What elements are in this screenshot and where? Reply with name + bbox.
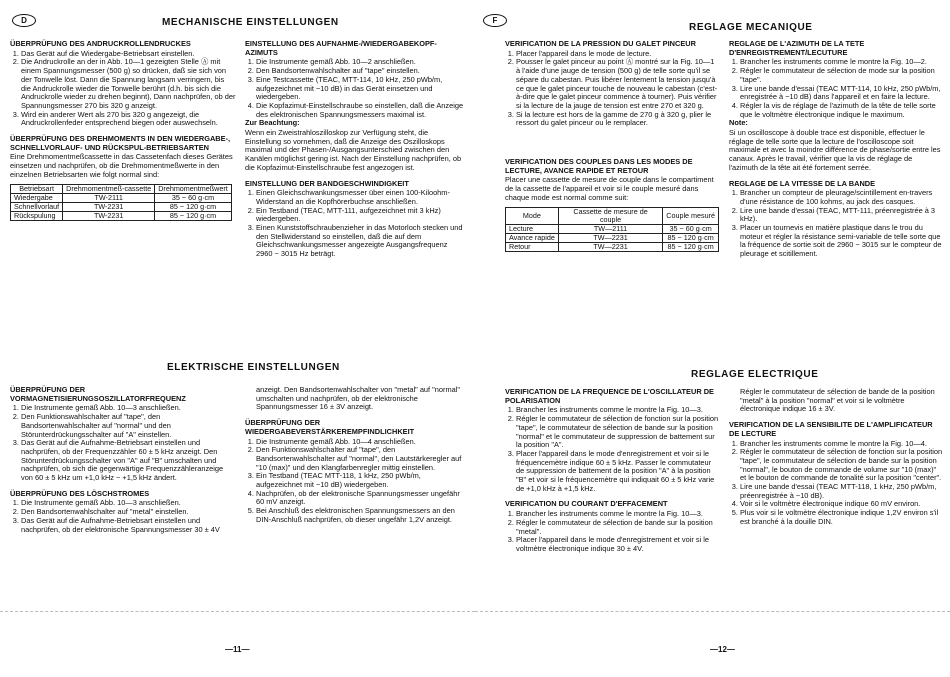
bias-oscillator-heading: VERIFICATION DE LA FREQUENCE DE L'OSCILLATEUR DE POLARISATION [505, 387, 714, 405]
list-item: 3. Placer l'appareil dans le mode d'enregistrement et voir si le fréquencemètre indique 60 ± 5 kHz. Passer le commutateur de suppression de battement de la position "A" à la position "B" et voir si le fréquencemètre qui indiquait 60 ± 5 kHz varie de +1,0 kHz à +1,5 kHz. [516, 450, 719, 494]
list-item: 2. Den Funktionswahlschalter auf "tape", den Bandsortenwahlschalter auf "normal", den Lautstärkeregler auf "10 (max)" und den Klangfarbenregler mittig einstellen. [256, 446, 465, 472]
continued-text: Régler le commutateur de sélection de bande de la position "metal" à la position "normal" et voir si le voltmètre électronique indique 16 ± 3V. [740, 387, 935, 414]
elec-column-2 [729, 388, 943, 527]
list-item: 3. Wird ein anderer Wert als 270 bis 320 g angezeigt, die Andruckrollenfeder entsprechend biegen oder auswechseln. [21, 111, 236, 128]
list-item: 2. Den Bandsortenwahlschalter auf "tape" einstellen. [256, 67, 465, 76]
table-cell: TW—2111 [558, 224, 662, 233]
electrical-section-title: ELEKTRISCHE EINSTELLUNGEN [167, 362, 340, 373]
list-item: 2. Régler le commutateur de sélection de fonction sur la position "tape", le commutateur de sélection de bande sur la position "normal" et le commutateur de suppression de battement sur la position "A". [516, 415, 719, 450]
list-item: 1. Brancher les instruments comme le montre la Fig. 10—3. [516, 406, 719, 415]
mech-column-2 [245, 40, 465, 259]
list-item: 5. Bei Anschluß des elektronischen Spannungsmessers an den DIN-Anschluß nachprüfen, ob dieser ungefähr 1,2V anzeigt. [256, 507, 465, 524]
page-right [475, 0, 950, 677]
list-item: 2. Pousser le galet pinceur au point Ⓐ montré sur la Fig. 10—1 à l'aide d'une jauge de tension (500 g) de telle sorte qu'il se sépare du cabestan. Puis libérer lentement la tension jusqu'à ce que le galet pinceur touche de nouveau le cabestan (c'est-à-dire que le galet pinceur commence à tourner). Puis vérifier si la lecture de la jauge de tension est entre 270 et 320 g. [516, 58, 719, 110]
divider [0, 611, 475, 612]
list-item: 1. Brancher un compteur de pleurage/scintillement en-travers d'une résistance de 100 kohms, au jack des casques. [740, 189, 943, 206]
table-cell: 85 ~ 120 g·cm [663, 233, 719, 242]
list-item: 1. Die Instrumente gemäß Abb. 10—3 anschließen. [21, 499, 236, 508]
list-item: 2. Régler le commutateur de sélection de fonction sur la position "tape", le commutateur de sélection de bande sur la position "normal", le bouton de commande de volume sur "10 (max)" et le bouton de commande de tonalité sur la position "center". [740, 448, 943, 483]
list-item: 3. Si la lecture est hors de la gamme de 270 g à 320 g, plier le ressort du galet pinceur ou le remplacer. [516, 111, 719, 128]
playback-sensitivity-steps [245, 438, 465, 525]
list-item: 1. Das Gerät auf die Wiedergabe-Betriebsart einstellen. [21, 50, 236, 59]
list-item: 1. Placer l'appareil dans le mode de lecture. [516, 50, 719, 59]
table-cell: TW-2231 [63, 211, 155, 220]
list-item: 4. Nachprüfen, ob der elektronische Spannungsmesser ungefähr 60 mV anzeigt. [256, 490, 465, 507]
list-item: 2. Ein Testband (TEAC, MTT-111, aufgezeichnet mit 3 kHz) wiedergeben. [256, 207, 465, 224]
list-item: 1. Brancher les instruments comme le montre la Fig. 10—3. [516, 510, 719, 519]
list-item: 1. Brancher les instruments comme le montre la Fig. 10—4. [740, 440, 943, 449]
list-item: 1. Einen Gleichschwankungsmesser über einen 100-Kiloohm-Widerstand an die Kopfhörerbuchse anschließen. [256, 189, 465, 206]
list-item: 3. Das Gerät auf die Aufnahme-Betriebsart einstellen und nachprüfen, ob der elektronische Spannungsmesser 30 ± 4V [21, 517, 236, 534]
mech-column-2 [729, 40, 943, 259]
continued-text: anzeigt. Den Bandsortenwahlschalter von "metal" auf "normal" umschalten und nachprüfen, ob der elektronische Spannungsmesser 16 ± 3V anzeigt. [256, 385, 460, 412]
language-badge-fr: F [483, 14, 507, 27]
list-item: 3. Lire une bande d'essai (TEAC MTT-118, 1 kHz, 250 pWb/m, préenregistrée à −10 dB). [740, 483, 943, 500]
elec-column-1 [505, 388, 719, 554]
table-cell: TW—2231 [558, 242, 662, 251]
list-item: 1. Brancher les instruments comme le montre la Fig. 10—2. [740, 58, 943, 67]
pinch-roller-steps [10, 50, 236, 128]
list-item: 3. Lire une bande d'essai (TEAC MTT-114, 10 kHz, 250 pWb/m, enregistrée à −10 dB) dans l'appareil et en faire la lecture. [740, 85, 943, 102]
table-cell: Wiedergabe [11, 193, 63, 202]
tape-speed-heading: REGLAGE DE LA VITESSE DE LA BANDE [729, 178, 876, 188]
note-text: Si un oscilloscope à double trace est disponible, effectuer le réglage de telle sorte que la lecture de l'oscilloscope soit maximale et avec la moindre différence de phase/sortie entre les canaux. Après le travail, vérifier que la vis de réglage de l'azimuth de la tête ait été fortement serrée. [729, 128, 941, 172]
elec-column-1 [10, 386, 236, 534]
list-item: 4. Régler la vis de réglage de l'azimuth de la tête de telle sorte que le voltmètre électronique indique le maximum. [740, 102, 943, 119]
erase-current-steps [10, 499, 236, 534]
mechanical-section-title: REGLAGE MECANIQUE [689, 22, 813, 33]
mechanical-section-title: MECHANISCHE EINSTELLUNGEN [162, 17, 339, 28]
list-item: 3. Placer l'appareil dans le mode d'enregistrement et voir si le voltmètre électronique indique 30 ± 4V. [516, 536, 719, 553]
list-item: 2. Régler le commutateur de sélection de mode sur la position "tape". [740, 67, 943, 84]
tape-speed-heading: EINSTELLUNG DER BANDGESCHWINDIGKEIT [245, 178, 409, 188]
azimuth-heading: EINSTELLUNG DES AUFNAHME-/WIEDERGABEKOPF-AZIMUTS [245, 39, 437, 57]
table-header: Mode [506, 207, 559, 224]
table-cell: TW-2231 [63, 202, 155, 211]
table-cell: 85 ~ 120 g·cm [155, 211, 232, 220]
list-item: 3. Das Gerät auf die Aufnahme-Betriebsart einstellen und nachprüfen, ob der Frequenzzähler 60 ± 5 kHz anzeigt. Den Störunterdrückungsschalter von "A" auf "B" umschalten und nachprüfen, ob sich die gegenwärtige Frequenzzähleranzeige von 60 ± 5 kHz um +1,0 kHz ~ +1,5 kHz ändert. [21, 439, 236, 483]
torque-heading: ÜBERPRÜFUNG DES DREHMOMENTS IN DEN WIEDERGABE-, SCHNELLVORLAUF- UND RÜCKSPUL-BETRIEBSARTEN [10, 134, 231, 152]
table-cell: Lecture [506, 224, 559, 233]
list-item: 3. Ein Testband (TEAC MTT-118, 1 kHz, 250 pWb/m, aufgezeichnet mit −10 dB) wiedergeben. [256, 472, 465, 489]
table-row [11, 193, 232, 202]
table-header: Cassette de mesure de couple [558, 207, 662, 224]
elec-column-2 [245, 386, 465, 525]
list-item: 3. Placer un tournevis en matière plastique dans le trou du moteur et régler la résistance semi-variable de telle sorte que la fréquence de sortie soit de 2960 ~ 3015 sur le compteur de pleurage et scitillement. [740, 224, 943, 259]
table-header-row [506, 207, 719, 224]
table-row [506, 242, 719, 251]
torque-heading: VERIFICATION DES COUPLES DANS LES MODES DE LECTURE, AVANCE RAPIDE ET RETOUR [505, 157, 693, 175]
list-item: 1. Die Instrumente gemäß Abb. 10—2 anschließen. [256, 58, 465, 67]
torque-text: Eine Drehmomentmeßcassette in das Cassetenfach dieses Gerätes einsetzen und nachprüfen, ob die Drehmomentmeßwerte in den einzelnen Betriebsarten wie folgt normal sind: [10, 152, 233, 179]
playback-sensitivity-heading: ÜBERPRÜFUNG DER WIEDERGABEVERSTÄRKEREMPFINDLICHKEIT [245, 418, 415, 436]
list-item: 2. Régler le commutateur de sélection de bande sur la position "metal". [516, 519, 719, 536]
note-text: Wenn ein Zweistrahloszilloskop zur Verfügung steht, die Einstellung so vornehmen, daß die Anzeige des Oszilloskops maximal und der Phasen-/Ausgangsunterschied zwischen den Kanälen möglichst gering ist. Nach der Einstellung nachprüfen, ob die Kopfazimut-Einstellschraube fest angezogen ist. [245, 128, 462, 172]
note-label: Zur Beachtung: [245, 118, 300, 128]
table-cell: 35 ~ 60 g·cm [663, 224, 719, 233]
erase-current-steps [505, 510, 719, 554]
table-header-row [11, 184, 232, 193]
pinch-roller-heading: ÜBERPRÜFUNG DES ANDRUCKROLLENDRUCKES [10, 39, 191, 48]
list-item: 1. Die Instrumente gemäß Abb. 10—4 anschließen. [256, 438, 465, 447]
list-item: 4. Die Kopfazimut-Einstellschraube so einstellen, daß die Anzeige des elektronischen Spannungsmessers maximal ist. [256, 102, 465, 119]
pinch-roller-steps [505, 50, 719, 128]
erase-current-heading: ÜBERPRÜFUNG DES LÖSCHSTROMES [10, 488, 150, 498]
table-cell: Retour [506, 242, 559, 251]
table-cell: TW—2231 [558, 233, 662, 242]
page-number: —12— [710, 645, 735, 654]
list-item: 3. Eine Testcassette (TEAC, MTT-114, 10 kHz, 250 pWb/m, aufgezeichnet mit −10 dB) in das Gerät einsetzen und wiedergeben. [256, 76, 465, 102]
electrical-section-title: REGLAGE ELECTRIQUE [691, 369, 819, 380]
tape-speed-steps [245, 189, 465, 259]
table-cell: TW-2111 [63, 193, 155, 202]
table-header: Betriebsart [11, 184, 63, 193]
table-cell: 85 ~ 120 g·cm [155, 202, 232, 211]
azimuth-steps [245, 58, 465, 119]
list-item: 5. Plus voir si le voltmètre électronique indique 1,2V environ s'il est branché à la douille DIN. [740, 509, 943, 526]
bias-oscillator-steps [10, 404, 236, 482]
torque-table [505, 207, 719, 252]
mech-column-1 [10, 40, 236, 221]
note-label: Note: [729, 118, 748, 128]
azimuth-steps [729, 58, 943, 119]
table-header: Couple mesuré [663, 207, 719, 224]
torque-text: Placer une cassette de mesure de couple dans le compartiment de la cassette de l'appareil et voir si le couple mesuré dans chaque mode est normal comme suit: [505, 175, 714, 202]
list-item: 1. Die Instrumente gemäß Abb. 10—3 anschließen. [21, 404, 236, 413]
bias-oscillator-steps [505, 406, 719, 493]
table-cell: Schnellvorlauf [11, 202, 63, 211]
tape-speed-steps [729, 189, 943, 259]
azimuth-heading: REGLAGE DE L'AZIMUTH DE LA TETE D'ENREGISTREMENT/LECUTURE [729, 39, 865, 57]
table-row [11, 202, 232, 211]
list-item: 4. Voir si le voltmètre électronique indique 60 mV environ. [740, 500, 943, 509]
list-item: 2. Den Bandsortenwahlschalter auf "metal" einstellen. [21, 508, 236, 517]
table-row [506, 233, 719, 242]
bias-oscillator-heading: ÜBERPRÜFUNG DER VORMAGNETISIERUNGSOSZILLATORFREQUENZ [10, 385, 186, 403]
list-item: 3. Einen Kunststoffschraubenzieher in das Motorloch stecken und den Stellwiderstand so einstellen, daß die auf dem Gleichschwankungsmesser angezeigte Ausgangsfrequenz 2960 ~ 3015 Hz beträgt. [256, 224, 465, 259]
torque-table [10, 184, 232, 221]
table-row [506, 224, 719, 233]
playback-sensitivity-steps [729, 440, 943, 527]
list-item: 2. Die Andruckrolle an der in Abb. 10—1 gezeigten Stelle Ⓐ mit einem Spannungsmesser (500 g) so drücken, daß sie sich von der Tonwelle löst. Dann die Spannung langsam verringern, bis die Andruckrolle wieder die Tonwelle berührt (d.h. bis sich die Andruckrolle wieder zu drehen beginnt), Dann nachprüfen, ob der Spannungsmesser 270 bis 320 g anzeigt. [21, 58, 236, 110]
table-row [11, 211, 232, 220]
erase-current-heading: VERIFICATION DU COURANT D'EFFACEMENT [505, 499, 668, 509]
playback-sensitivity-heading: VERIFICATION DE LA SENSIBILITE DE L'AMPLIFICATEUR DE LECTURE [729, 420, 933, 438]
language-badge-de: D [12, 14, 36, 27]
table-cell: Avance rapide [506, 233, 559, 242]
page-number: —11— [225, 645, 250, 654]
divider [475, 611, 950, 612]
mech-column-1 [505, 40, 719, 252]
list-item: 2. Lire une bande d'essai (TEAC, MTT-111, préenregistrée à 3 kHz). [740, 207, 943, 224]
table-cell: 85 ~ 120 g·cm [663, 242, 719, 251]
list-item: 2. Den Funktionswahlschalter auf "tape", den Bandsortenwahlschalter auf "normal" und den Störunterdrückungsschalter auf "A" einstellen. [21, 413, 236, 439]
table-header: Drehmomentmeßwert [155, 184, 232, 193]
table-cell: Rückspulung [11, 211, 63, 220]
table-header: Drehmomentmeß-cassette [63, 184, 155, 193]
table-cell: 35 ~ 60 g·cm [155, 193, 232, 202]
pinch-roller-heading: VERIFICATION DE LA PRESSION DU GALET PINCEUR [505, 39, 696, 48]
